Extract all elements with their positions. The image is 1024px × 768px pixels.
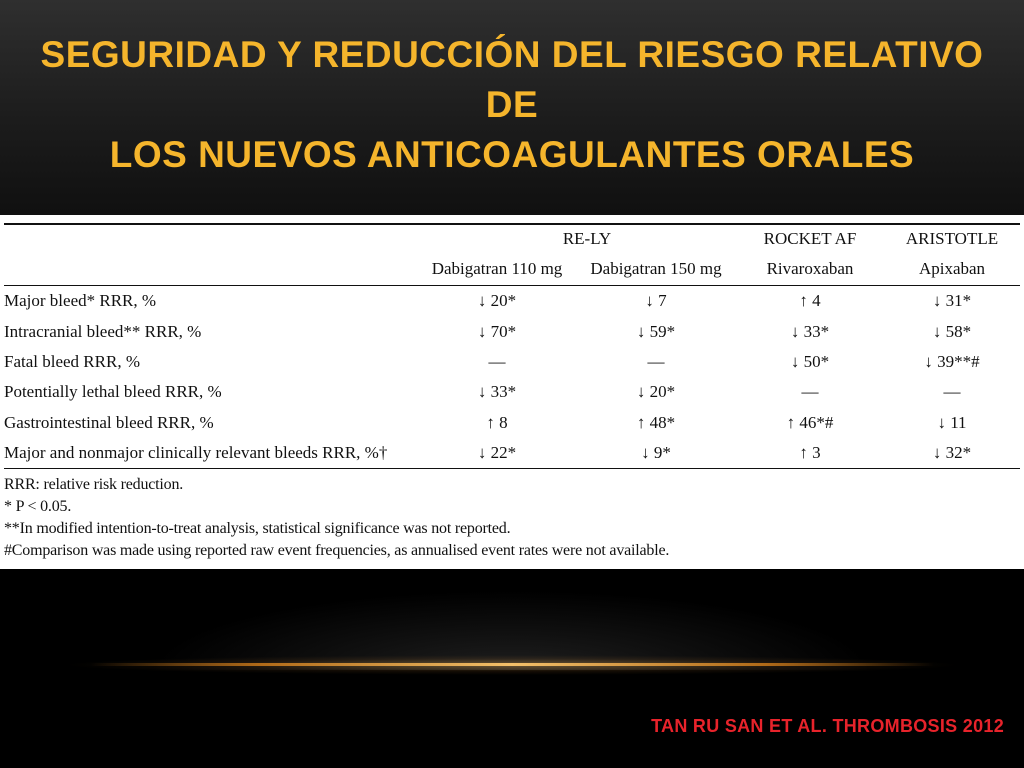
- row-label: Gastrointestinal bleed RRR, %: [4, 412, 214, 432]
- column-header-dabigatran-110: Dabigatran 110 mg: [418, 253, 576, 286]
- row-label: Potentially lethal bleed RRR, %: [4, 382, 222, 402]
- table-cell: ↑ 3: [736, 438, 884, 469]
- table-cell: ↓ 9*: [576, 438, 736, 469]
- group-header-aristotle: ARISTOTLE: [884, 224, 1020, 253]
- table-row: [4, 408, 1020, 438]
- row-label: Fatal bleed RRR, %: [4, 351, 140, 371]
- table-cell: ↑ 48*: [636, 412, 676, 432]
- row-label: Major and nonmajor clinically relevant bleeds RRR, %†: [4, 438, 418, 469]
- table-cell: ↓ 20*: [636, 382, 676, 402]
- column-header-dabigatran-150: Dabigatran 150 mg: [576, 253, 736, 286]
- table-cell: ↓ 59*: [636, 321, 676, 341]
- slide-title: [20, 30, 1004, 180]
- decorative-glow-line: [90, 663, 934, 666]
- table-cell: ↓ 33*: [790, 321, 830, 341]
- table-cell: ↓ 70*: [477, 321, 517, 341]
- table-drug-header-row: [4, 253, 1020, 286]
- table-cell: —: [801, 382, 819, 402]
- table-row: [4, 347, 1020, 377]
- table-cell: ↑ 4: [799, 291, 821, 311]
- table-cell: ↓ 50*: [790, 351, 830, 371]
- slide-title-line-1: SEGURIDAD Y REDUCCIÓN DEL RIESGO RELATIVO DE: [40, 34, 984, 125]
- table-cell: ↓ 31*: [932, 291, 972, 311]
- table-cell: —: [943, 382, 961, 402]
- table-cell: ↓ 20*: [477, 291, 517, 311]
- column-header-rivaroxaban: Rivaroxaban: [736, 253, 884, 286]
- table-cell: ↓ 7: [645, 291, 667, 311]
- group-header-rely: RE-LY: [418, 224, 736, 253]
- footnote-raw-event: #Comparison was made using reported raw event frequencies, as annualised event rates were not available.: [4, 542, 670, 559]
- table-footnotes: [4, 474, 1014, 562]
- group-header-rocket-af: ROCKET AF: [736, 224, 884, 253]
- column-header-apixaban: Apixaban: [884, 253, 1020, 286]
- table-cell: ↓ 32*: [884, 438, 1020, 469]
- table-cell: ↑ 46*#: [786, 412, 834, 432]
- rrr-table: [4, 223, 1020, 469]
- table-row: [4, 316, 1020, 346]
- row-label: Major bleed* RRR, %: [4, 291, 157, 311]
- table-row: [4, 438, 1020, 469]
- slide-title-line-2: LOS NUEVOS ANTICOAGULANTES ORALES: [109, 134, 915, 175]
- table-cell: ↓ 39**#: [924, 351, 980, 371]
- footnote-rrr: RRR: relative risk reduction.: [4, 476, 184, 493]
- footnote-mitt: **In modified intention-to-treat analysis, statistical significance was not reported.: [4, 520, 511, 537]
- table-group-header-row: [4, 224, 1020, 253]
- footnote-p-value: * P < 0.05.: [4, 498, 72, 515]
- table-cell: —: [647, 351, 665, 371]
- citation: TAN RU SAN ET AL. THROMBOSIS 2012: [651, 716, 1004, 736]
- table-row: [4, 286, 1020, 317]
- table-corner-2: [4, 253, 418, 286]
- table-cell: ↓ 22*: [418, 438, 576, 469]
- table-panel: [0, 215, 1024, 569]
- row-label: Intracranial bleed** RRR, %: [4, 321, 202, 341]
- table-cell: ↑ 8: [486, 412, 508, 432]
- table-cell: ↓ 58*: [932, 321, 972, 341]
- table-row: [4, 377, 1020, 407]
- table-cell: ↓ 33*: [477, 382, 517, 402]
- table-cell: ↓ 11: [937, 412, 967, 432]
- table-cell: —: [488, 351, 506, 371]
- table-corner: [4, 224, 418, 253]
